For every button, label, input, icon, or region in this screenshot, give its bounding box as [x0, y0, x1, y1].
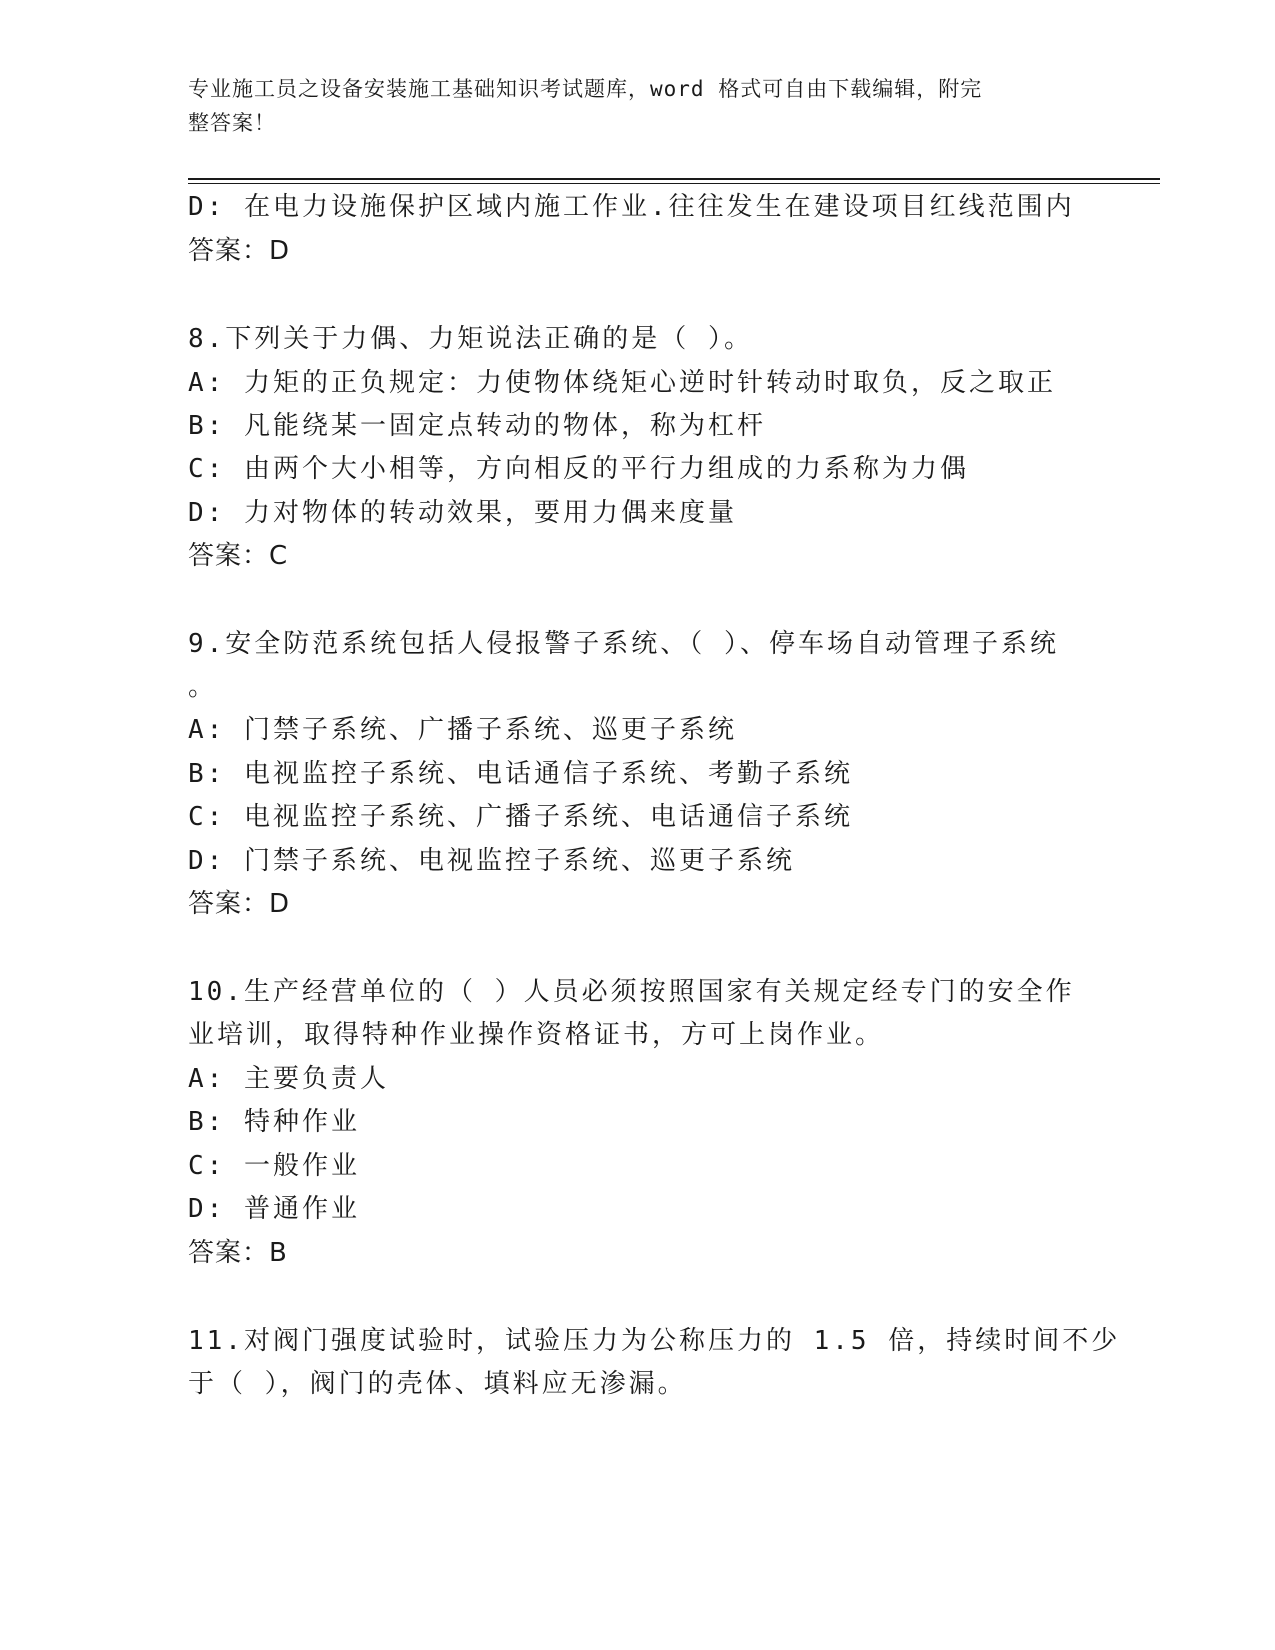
q9-stem-line-2: 。: [188, 672, 218, 702]
q9-option-c: C: 电视监控子系统、广播子系统、电话通信子系统: [188, 802, 853, 832]
q9-answer: 答案：D: [188, 889, 291, 919]
q10-answer: 答案：B: [188, 1238, 288, 1268]
q8-option-c: C: 由两个大小相等，方向相反的平行力组成的力系称为力偶: [188, 454, 969, 484]
q8-option-d: D: 力对物体的转动效果，要用力偶来度量: [188, 498, 737, 528]
q9-stem-line-1: 9.安全防范系统包括人侵报警子系统、（ ）、停车场自动管理子系统: [188, 629, 1059, 659]
q9-option-b: B: 电视监控子系统、电话通信子系统、考勤子系统: [188, 759, 853, 789]
q10-option-a: A: 主要负责人: [188, 1064, 389, 1094]
header-title-line-2: 整答案！: [188, 111, 276, 135]
q10-option-b: B: 特种作业: [188, 1107, 360, 1137]
q10-stem-line-1: 10.生产经营单位的（ ）人员必须按照国家有关规定经专门的安全作: [188, 977, 1075, 1007]
q8-stem: 8.下列关于力偶、力矩说法正确的是（ ）。: [188, 324, 753, 354]
q9-option-a: A: 门禁子系统、广播子系统、巡更子系统: [188, 715, 737, 745]
q9-option-d: D: 门禁子系统、电视监控子系统、巡更子系统: [188, 846, 795, 876]
document-header: [188, 72, 1068, 140]
prev-option-d: D: 在电力设施保护区域内施工作业.往往发生在建设项目红线范围内: [188, 192, 1075, 222]
q11-stem-line-1: 11.对阀门强度试验时，试验压力为公称压力的 1.5 倍，持续时间不少: [188, 1326, 1121, 1356]
q8-option-a: A: 力矩的正负规定：力使物体绕矩心逆时针转动时取负，反之取正: [188, 368, 1056, 398]
prev-answer: 答案：D: [188, 236, 291, 266]
header-title-line-1: 专业施工员之设备安装施工基础知识考试题库，word 格式可自由下载编辑，附完: [188, 77, 983, 101]
q8-option-b: B: 凡能绕某一固定点转动的物体，称为杠杆: [188, 411, 766, 441]
q10-option-d: D: 普通作业: [188, 1194, 360, 1224]
q11-stem-line-2: 于（ ），阀门的壳体、填料应无渗漏。: [188, 1369, 687, 1399]
header-divider-thin: [188, 183, 1160, 184]
q10-stem-line-2: 业培训，取得特种作业操作资格证书，方可上岗作业。: [188, 1020, 885, 1050]
header-divider-thick: [188, 178, 1160, 180]
q10-option-c: C: 一般作业: [188, 1151, 360, 1181]
q8-answer: 答案：C: [188, 541, 289, 571]
